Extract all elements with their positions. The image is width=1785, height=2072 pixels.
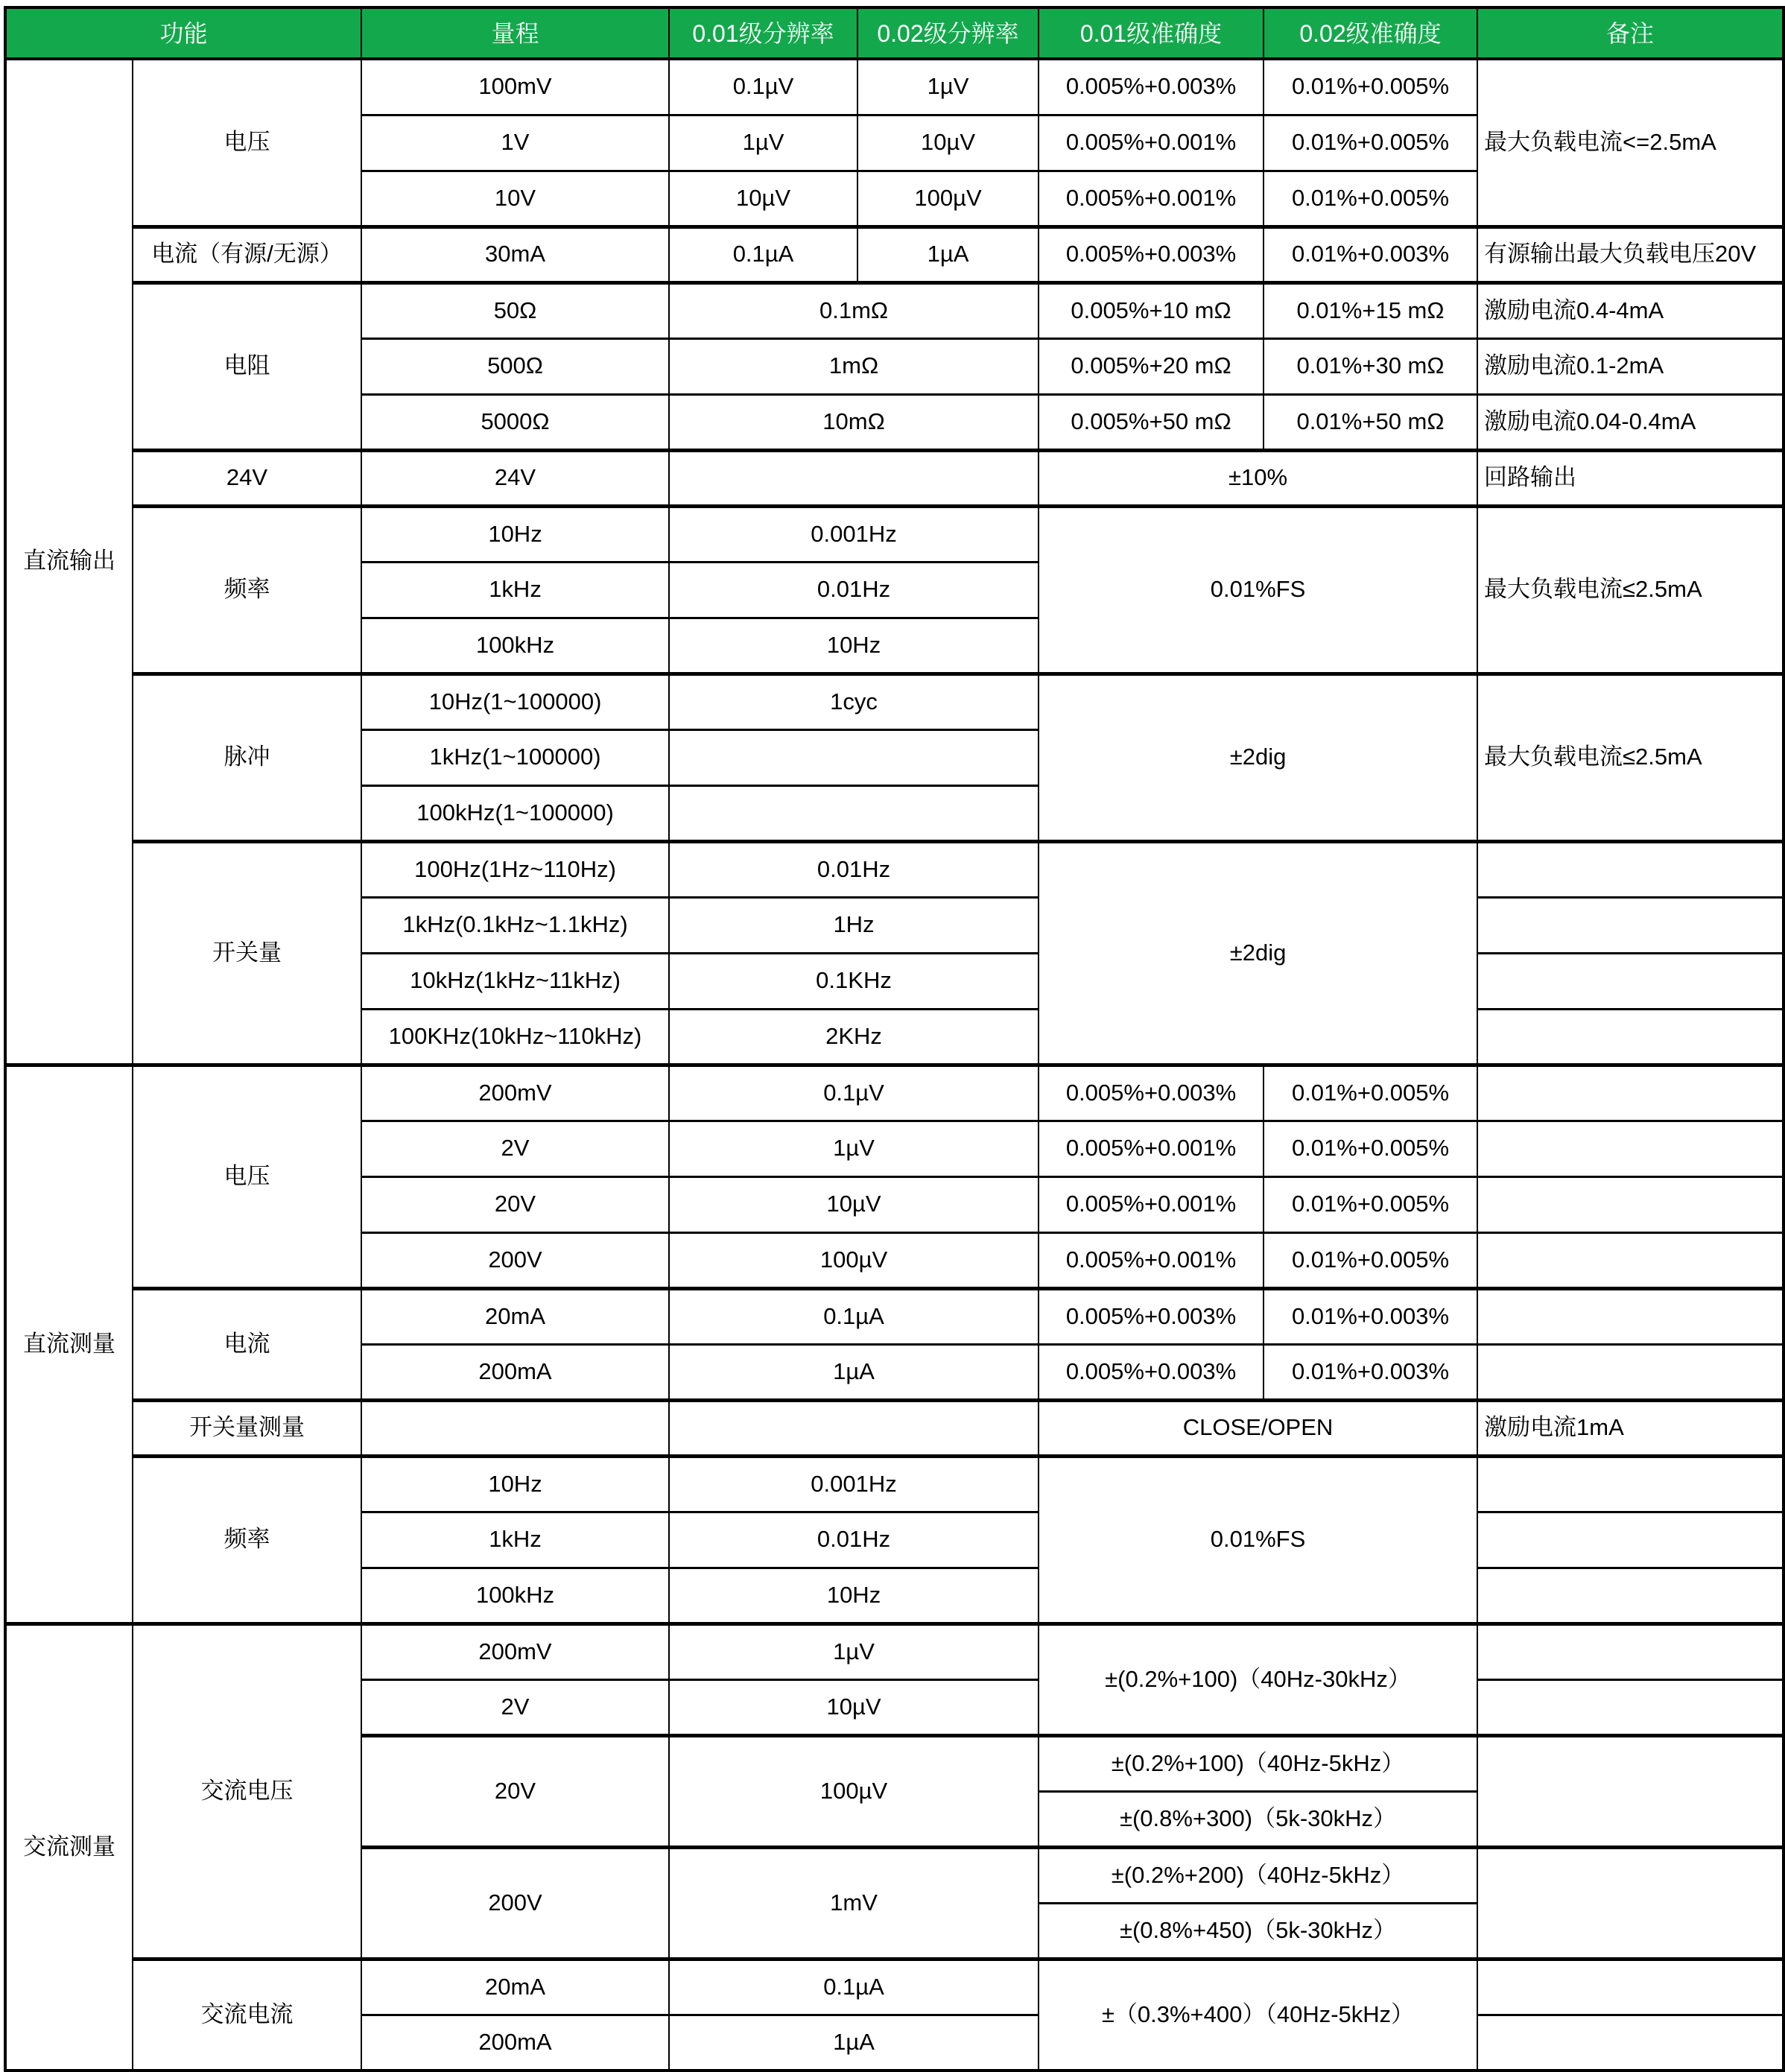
header-acc1: 0.01级准确度 <box>1039 7 1264 59</box>
range-cell <box>361 1400 669 1456</box>
group-label-cell: 电压 <box>133 59 361 226</box>
range-cell: 200mV <box>361 1065 669 1121</box>
resolution-cell: 1mΩ <box>669 338 1039 394</box>
note-cell <box>1477 1623 1784 1679</box>
resolution-cell <box>669 729 1039 785</box>
resolution-cell: 1µV <box>669 1623 1039 1679</box>
accuracy-cell: ±(0.8%+450)（5k-30kHz） <box>1039 1903 1477 1959</box>
range-cell: 20mA <box>361 1959 669 2015</box>
resolution-cell: 10µV <box>669 1176 1039 1232</box>
table-row <box>5 1623 1784 1679</box>
range-cell: 100KHz(10kHz~110kHz) <box>361 1009 669 1065</box>
range-cell: 1kHz <box>361 562 669 618</box>
group-label-cell: 频率 <box>133 1456 361 1623</box>
table-row <box>5 1288 1784 1344</box>
note-cell: 最大负载电流≤2.5mA <box>1477 674 1784 841</box>
acc1-cell: 0.005%+50 mΩ <box>1039 394 1264 450</box>
resolution-cell: 0.01Hz <box>669 1512 1039 1568</box>
acc1-cell: 0.005%+0.001% <box>1039 115 1264 171</box>
range-cell: 1kHz(1~100000) <box>361 729 669 785</box>
spec-table <box>4 6 1785 2072</box>
resolution-cell: 0.1KHz <box>669 953 1039 1009</box>
group-label-cell: 24V <box>133 450 361 506</box>
range-cell: 200mV <box>361 1623 669 1679</box>
range-cell: 10kHz(1kHz~11kHz) <box>361 953 669 1009</box>
table-row <box>5 841 1784 897</box>
acc1-cell: 0.005%+0.003% <box>1039 1065 1264 1121</box>
section-label-cell: 直流输出 <box>5 59 133 1065</box>
note-cell <box>1477 841 1784 897</box>
range-cell: 100kHz(1~100000) <box>361 785 669 841</box>
resolution-cell: 1Hz <box>669 897 1039 953</box>
table-row <box>5 674 1784 729</box>
note-cell <box>1477 953 1784 1009</box>
range-cell: 50Ω <box>361 282 669 338</box>
note-cell <box>1477 2015 1784 2071</box>
range-cell: 1V <box>361 115 669 171</box>
accuracy-cell: ±10% <box>1039 450 1477 506</box>
range-cell: 10V <box>361 171 669 226</box>
range-cell: 10Hz(1~100000) <box>361 674 669 729</box>
acc2-cell: 0.01%+0.003% <box>1264 1344 1477 1400</box>
note-cell <box>1477 1456 1784 1512</box>
acc1-cell: 0.005%+0.001% <box>1039 1121 1264 1176</box>
resolution-cell: 100µV <box>669 1232 1039 1288</box>
acc2-cell: 0.01%+0.005% <box>1264 171 1477 226</box>
note-cell <box>1477 1121 1784 1176</box>
resolution-cell <box>669 785 1039 841</box>
note-cell <box>1477 1679 1784 1735</box>
note-cell: 最大负载电流≤2.5mA <box>1477 506 1784 674</box>
group-label-cell: 开关量 <box>133 841 361 1065</box>
group-label-cell: 脉冲 <box>133 674 361 841</box>
res2-cell: 1µV <box>857 59 1039 115</box>
note-cell <box>1477 1232 1784 1288</box>
acc1-cell: 0.005%+0.003% <box>1039 1288 1264 1344</box>
note-cell: 激励电流0.04-0.4mA <box>1477 394 1784 450</box>
acc2-cell: 0.01%+0.005% <box>1264 115 1477 171</box>
table-row <box>5 1400 1784 1456</box>
acc2-cell: 0.01%+0.005% <box>1264 59 1477 115</box>
header-res2: 0.02级分辨率 <box>857 7 1039 59</box>
resolution-cell: 0.01Hz <box>669 562 1039 618</box>
res2-cell: 1µA <box>857 226 1039 282</box>
range-cell: 200mA <box>361 2015 669 2071</box>
acc2-cell: 0.01%+0.003% <box>1264 226 1477 282</box>
resolution-cell: 0.001Hz <box>669 1456 1039 1512</box>
header-acc2: 0.02级准确度 <box>1264 7 1477 59</box>
res1-cell: 1µV <box>669 115 857 171</box>
group-label-cell: 电阻 <box>133 282 361 450</box>
resolution-cell: 10Hz <box>669 1568 1039 1623</box>
accuracy-cell: CLOSE/OPEN <box>1039 1400 1477 1456</box>
note-cell <box>1477 1176 1784 1232</box>
resolution-cell: 1µV <box>669 1121 1039 1176</box>
resolution-cell: 10Hz <box>669 618 1039 674</box>
acc2-cell: 0.01%+0.005% <box>1264 1232 1477 1288</box>
resolution-cell: 1mV <box>669 1847 1039 1959</box>
acc2-cell: 0.01%+0.005% <box>1264 1176 1477 1232</box>
accuracy-cell: ±2dig <box>1039 841 1477 1065</box>
note-cell <box>1477 1847 1784 1959</box>
range-cell: 24V <box>361 450 669 506</box>
res1-cell: 10µV <box>669 171 857 226</box>
range-cell: 2V <box>361 1121 669 1176</box>
note-cell <box>1477 1065 1784 1121</box>
acc2-cell: 0.01%+15 mΩ <box>1264 282 1477 338</box>
range-cell: 10Hz <box>361 1456 669 1512</box>
acc1-cell: 0.005%+0.003% <box>1039 226 1264 282</box>
resolution-cell: 1µA <box>669 1344 1039 1400</box>
group-label-cell: 电压 <box>133 1065 361 1288</box>
res1-cell: 0.1µV <box>669 59 857 115</box>
acc1-cell: 0.005%+0.001% <box>1039 171 1264 226</box>
table-row <box>5 226 1784 282</box>
acc2-cell: 0.01%+0.005% <box>1264 1065 1477 1121</box>
header-function: 功能 <box>5 7 361 59</box>
table-row <box>5 1456 1784 1512</box>
range-cell: 100Hz(1Hz~110Hz) <box>361 841 669 897</box>
note-cell: 回路输出 <box>1477 450 1784 506</box>
resolution-cell: 0.1µA <box>669 1288 1039 1344</box>
note-cell <box>1477 1344 1784 1400</box>
acc1-cell: 0.005%+0.003% <box>1039 1344 1264 1400</box>
accuracy-cell: ±(0.2%+100)（40Hz-5kHz） <box>1039 1735 1477 1791</box>
range-cell: 1kHz(0.1kHz~1.1kHz) <box>361 897 669 953</box>
table-row <box>5 506 1784 562</box>
acc2-cell: 0.01%+30 mΩ <box>1264 338 1477 394</box>
resolution-cell <box>669 1400 1039 1456</box>
res2-cell: 10µV <box>857 115 1039 171</box>
header-res1: 0.01级分辨率 <box>669 7 857 59</box>
range-cell: 100kHz <box>361 1568 669 1623</box>
group-label-cell: 电流 <box>133 1288 361 1400</box>
accuracy-cell: ±(0.2%+200)（40Hz-5kHz） <box>1039 1847 1477 1903</box>
acc2-cell: 0.01%+50 mΩ <box>1264 394 1477 450</box>
range-cell: 100kHz <box>361 618 669 674</box>
range-cell: 200V <box>361 1847 669 1959</box>
range-cell: 1kHz <box>361 1512 669 1568</box>
acc1-cell: 0.005%+10 mΩ <box>1039 282 1264 338</box>
group-label-cell: 频率 <box>133 506 361 674</box>
range-cell: 20V <box>361 1176 669 1232</box>
resolution-cell: 0.1µA <box>669 1959 1039 2015</box>
resolution-cell: 10µV <box>669 1679 1039 1735</box>
range-cell: 20mA <box>361 1288 669 1344</box>
resolution-cell: 10mΩ <box>669 394 1039 450</box>
range-cell: 10Hz <box>361 506 669 562</box>
section-label-cell: 直流测量 <box>5 1065 133 1623</box>
note-cell <box>1477 1735 1784 1847</box>
note-cell <box>1477 897 1784 953</box>
note-cell <box>1477 1512 1784 1568</box>
note-cell <box>1477 1568 1784 1623</box>
table-row <box>5 59 1784 115</box>
range-cell: 500Ω <box>361 338 669 394</box>
table-row <box>5 282 1784 338</box>
table-row <box>5 450 1784 506</box>
resolution-cell: 1cyc <box>669 674 1039 729</box>
section-label-cell: 交流测量 <box>5 1623 133 2071</box>
range-cell: 20V <box>361 1735 669 1847</box>
range-cell: 100mV <box>361 59 669 115</box>
range-cell: 30mA <box>361 226 669 282</box>
acc1-cell: 0.005%+20 mΩ <box>1039 338 1264 394</box>
acc1-cell: 0.005%+0.001% <box>1039 1176 1264 1232</box>
accuracy-cell: ±2dig <box>1039 674 1477 841</box>
table-row <box>5 1959 1784 2015</box>
range-cell: 200mA <box>361 1344 669 1400</box>
acc1-cell: 0.005%+0.003% <box>1039 59 1264 115</box>
accuracy-cell: 0.01%FS <box>1039 1456 1477 1623</box>
note-cell <box>1477 1288 1784 1344</box>
range-cell: 5000Ω <box>361 394 669 450</box>
res2-cell: 100µV <box>857 171 1039 226</box>
header-range: 量程 <box>361 7 669 59</box>
note-cell: 激励电流1mA <box>1477 1400 1784 1456</box>
resolution-cell: 1µA <box>669 2015 1039 2071</box>
note-cell <box>1477 1009 1784 1065</box>
accuracy-cell: ±(0.8%+300)（5k-30kHz） <box>1039 1791 1477 1847</box>
res1-cell: 0.1µA <box>669 226 857 282</box>
acc2-cell: 0.01%+0.005% <box>1264 1121 1477 1176</box>
resolution-cell: 0.01Hz <box>669 841 1039 897</box>
header-row <box>5 7 1784 59</box>
table-row <box>5 1065 1784 1121</box>
acc2-cell: 0.01%+0.003% <box>1264 1288 1477 1344</box>
resolution-cell: 2KHz <box>669 1009 1039 1065</box>
header-note: 备注 <box>1477 7 1784 59</box>
group-label-cell: 交流电流 <box>133 1959 361 2071</box>
group-label-cell: 交流电压 <box>133 1623 361 1959</box>
resolution-cell: 100µV <box>669 1735 1039 1847</box>
note-cell: 激励电流0.4-4mA <box>1477 282 1784 338</box>
accuracy-cell: ±(0.2%+100)（40Hz-30kHz） <box>1039 1623 1477 1735</box>
resolution-cell: 0.1mΩ <box>669 282 1039 338</box>
group-label-cell: 开关量测量 <box>133 1400 361 1456</box>
resolution-cell: 0.1µV <box>669 1065 1039 1121</box>
resolution-cell <box>669 450 1039 506</box>
range-cell: 2V <box>361 1679 669 1735</box>
accuracy-cell: 0.01%FS <box>1039 506 1477 674</box>
group-label-cell: 电流（有源/无源） <box>133 226 361 282</box>
note-cell: 激励电流0.1-2mA <box>1477 338 1784 394</box>
range-cell: 200V <box>361 1232 669 1288</box>
accuracy-cell: ±（0.3%+400）（40Hz-5kHz） <box>1039 1959 1477 2071</box>
acc1-cell: 0.005%+0.001% <box>1039 1232 1264 1288</box>
note-cell <box>1477 1959 1784 2015</box>
note-cell: 最大负载电流<=2.5mA <box>1477 59 1784 226</box>
note-cell: 有源输出最大负载电压20V <box>1477 226 1784 282</box>
resolution-cell: 0.001Hz <box>669 506 1039 562</box>
